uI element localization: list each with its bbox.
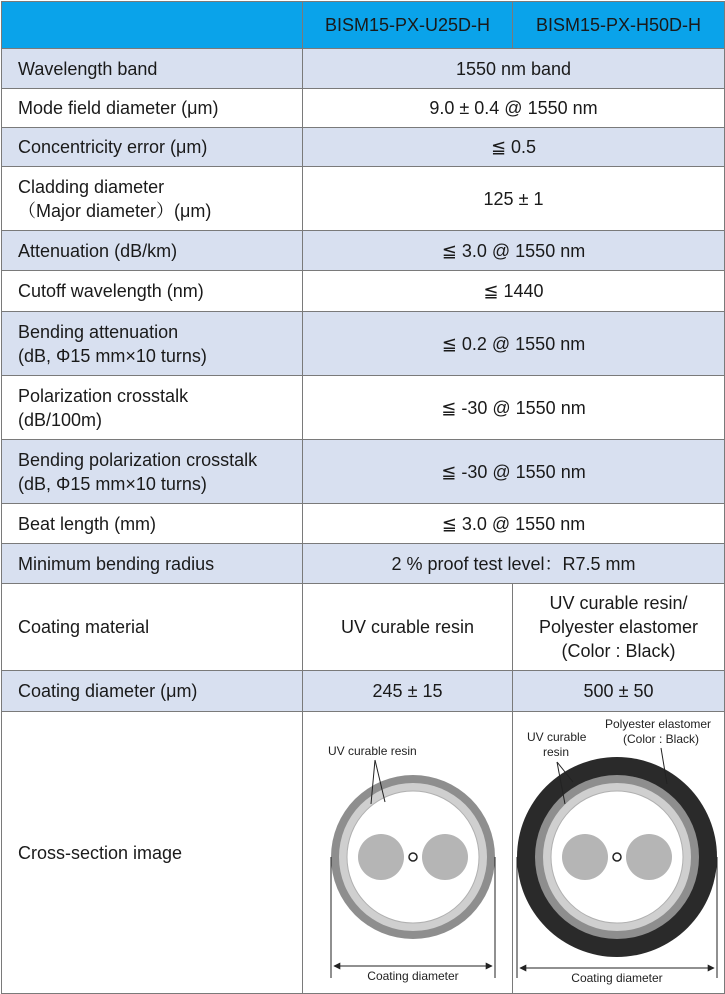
value-bending-polarization-crosstalk: ≦ -30 @ 1550 nm xyxy=(303,440,725,504)
table-row xyxy=(2,440,725,504)
value-coating-diameter-u25d: 245 ± 15 xyxy=(303,671,513,712)
header-blank-cell xyxy=(2,2,303,49)
table-row xyxy=(2,376,725,440)
label-cross-section: Cross-section image xyxy=(2,712,303,994)
value-coating-diameter-h50d: 500 ± 50 xyxy=(513,671,725,712)
polyester-elastomer-label-line2: (Color : Black) xyxy=(623,732,700,746)
value-minimum-bending-radius: 2 % proof test level：R7.5 mm xyxy=(303,544,725,584)
label-concentricity-error: Concentricity error (μm) xyxy=(2,128,303,167)
table-row xyxy=(2,128,725,167)
label-bending-attenuation-line1: Bending attenuation xyxy=(18,321,179,342)
cross-section-u25d-cell xyxy=(303,712,513,994)
label-polarization-crosstalk-line2: (dB/100m) xyxy=(18,409,103,430)
label-mode-field-diameter: Mode field diameter (μm) xyxy=(2,89,303,128)
coating-diameter-dim-label: Coating diameter xyxy=(367,969,459,983)
stress-rod-right xyxy=(422,834,468,880)
table-row xyxy=(2,712,725,994)
label-cutoff-wavelength: Cutoff wavelength (nm) xyxy=(2,271,303,312)
table-row xyxy=(2,167,725,231)
value-mode-field-diameter: 9.0 ± 0.4 @ 1550 nm xyxy=(303,89,725,128)
value-polarization-crosstalk: ≦ -30 @ 1550 nm xyxy=(303,376,725,440)
stress-rod-left xyxy=(358,834,404,880)
coating-diameter-dim-label: Coating diameter xyxy=(571,971,663,985)
value-wavelength-band: 1550 nm band xyxy=(303,49,725,89)
table-row xyxy=(2,671,725,712)
stress-rod-right xyxy=(626,834,672,880)
table-row xyxy=(2,89,725,128)
label-bending-polarization-crosstalk-line1: Bending polarization crosstalk xyxy=(18,449,258,470)
table-row xyxy=(2,544,725,584)
value-coating-material-h50d xyxy=(513,584,725,671)
label-cladding-diameter-line2: （Major diameter）(μm) xyxy=(18,200,212,221)
value-cutoff-wavelength: ≦ 1440 xyxy=(303,271,725,312)
value-cladding-diameter: 125 ± 1 xyxy=(303,167,725,231)
value-beat-length: ≦ 3.0 @ 1550 nm xyxy=(303,504,725,544)
label-bending-polarization-crosstalk xyxy=(2,440,303,504)
value-coating-material-h50d-line1: UV curable resin/ xyxy=(549,593,688,613)
label-beat-length: Beat length (mm) xyxy=(2,504,303,544)
value-coating-material-u25d: UV curable resin xyxy=(303,584,513,671)
cross-section-u25d-diagram xyxy=(303,712,513,987)
table-row xyxy=(2,504,725,544)
header-col-h50d: BISM15-PX-H50D-H xyxy=(513,2,725,49)
spec-table xyxy=(1,1,725,994)
label-coating-diameter: Coating diameter (μm) xyxy=(2,671,303,712)
label-minimum-bending-radius: Minimum bending radius xyxy=(2,544,303,584)
label-cladding-diameter xyxy=(2,167,303,231)
cross-section-h50d-cell xyxy=(513,712,725,994)
table-row xyxy=(2,49,725,89)
fiber-core xyxy=(613,853,621,861)
label-polarization-crosstalk xyxy=(2,376,303,440)
cross-section-h50d-diagram xyxy=(513,712,725,987)
label-bending-polarization-crosstalk-line2: (dB, Φ15 mm×10 turns) xyxy=(18,473,207,494)
label-polarization-crosstalk-line1: Polarization crosstalk xyxy=(18,385,189,406)
label-bending-attenuation-line2: (dB, Φ15 mm×10 turns) xyxy=(18,345,207,366)
uv-resin-label-line2: resin xyxy=(543,745,570,759)
uv-resin-label-line1: UV curable xyxy=(527,730,587,744)
label-coating-material: Coating material xyxy=(2,584,303,671)
table-row xyxy=(2,584,725,671)
table-row xyxy=(2,231,725,271)
label-cladding-diameter-line1: Cladding diameter xyxy=(18,176,165,197)
table-row xyxy=(2,312,725,376)
fiber-core xyxy=(409,853,417,861)
stress-rod-left xyxy=(562,834,608,880)
polyester-elastomer-label-line1: Polyester elastomer xyxy=(605,717,712,731)
value-coating-material-h50d-line3: (Color : Black) xyxy=(561,641,676,661)
value-bending-attenuation: ≦ 0.2 @ 1550 nm xyxy=(303,312,725,376)
label-wavelength-band: Wavelength band xyxy=(2,49,303,89)
value-coating-material-h50d-line2: Polyester elastomer xyxy=(538,617,699,637)
label-bending-attenuation xyxy=(2,312,303,376)
label-attenuation: Attenuation (dB/km) xyxy=(2,231,303,271)
table-row xyxy=(2,271,725,312)
value-concentricity-error: ≦ 0.5 xyxy=(303,128,725,167)
value-attenuation: ≦ 3.0 @ 1550 nm xyxy=(303,231,725,271)
uv-resin-label: UV curable resin xyxy=(328,744,417,758)
header-col-u25d: BISM15-PX-U25D-H xyxy=(303,2,513,49)
